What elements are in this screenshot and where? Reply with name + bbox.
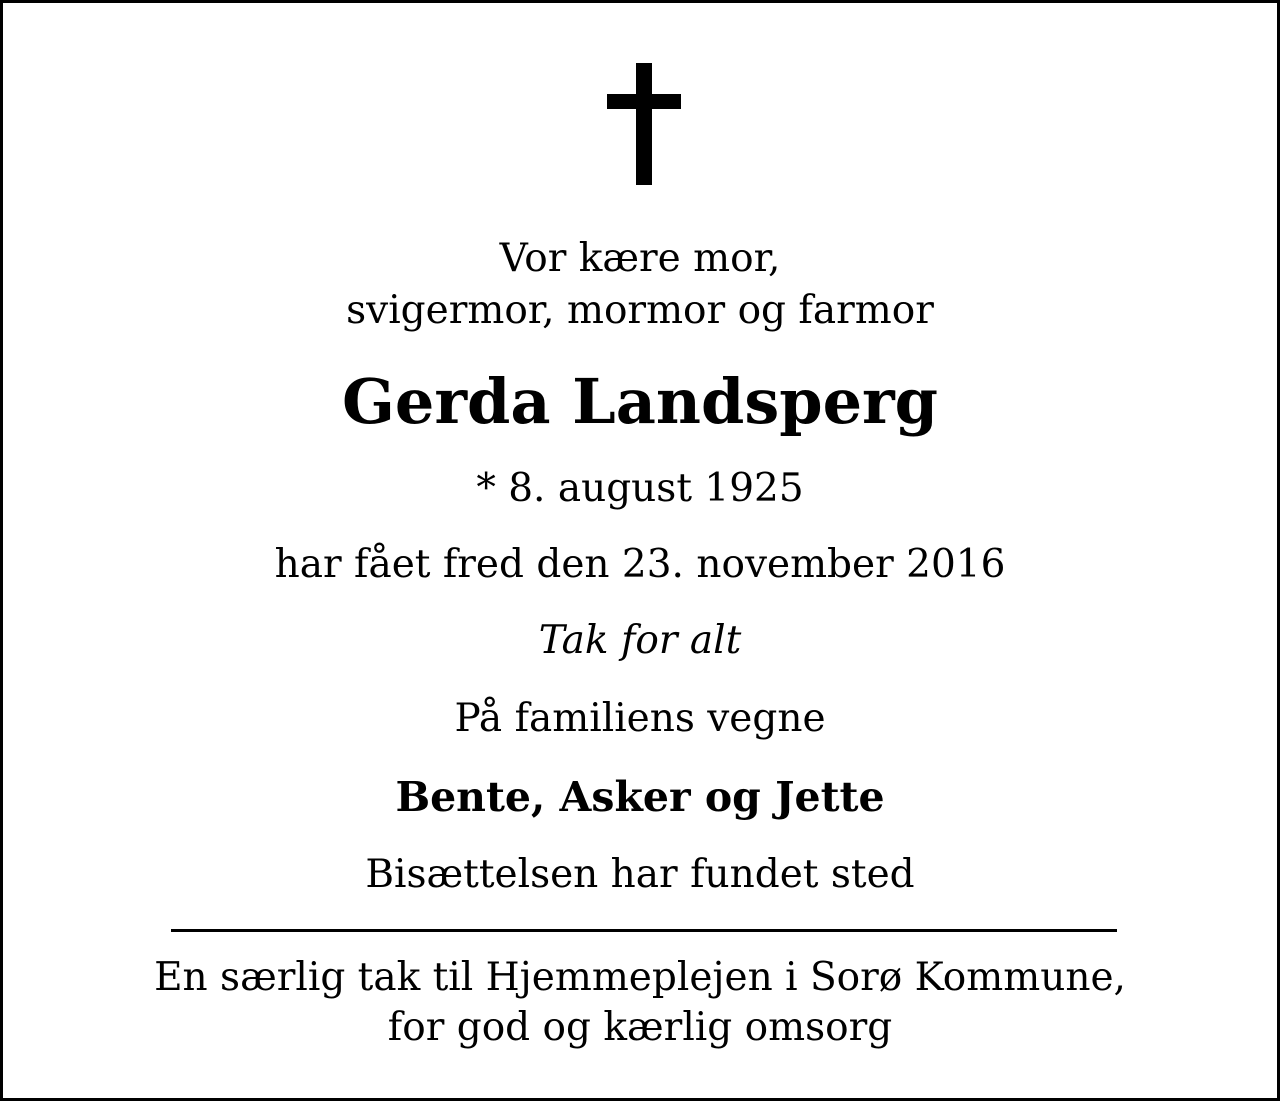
special-thanks-line-1: En særlig tak til Hjemmeplejen i Sorø Kommune, — [154, 955, 1126, 1000]
cross-icon — [607, 63, 681, 185]
on-behalf-text: På familiens vegne — [454, 696, 826, 741]
deceased-name: Gerda Landsperg — [341, 365, 939, 438]
funeral-note: Bisættelsen har fundet sted — [365, 852, 915, 897]
birth-date: * 8. august 1925 — [476, 466, 804, 511]
intro-line-1: Vor kære mor, — [499, 236, 781, 281]
intro-line-2: svigermor, mormor og farmor — [346, 288, 934, 333]
special-thanks-line-2: for god og kærlig omsorg — [387, 1005, 893, 1050]
death-date: har fået fred den 23. november 2016 — [274, 542, 1006, 587]
farewell-text: Tak for alt — [538, 618, 742, 663]
divider — [171, 929, 1117, 932]
family-names: Bente, Asker og Jette — [395, 773, 885, 821]
